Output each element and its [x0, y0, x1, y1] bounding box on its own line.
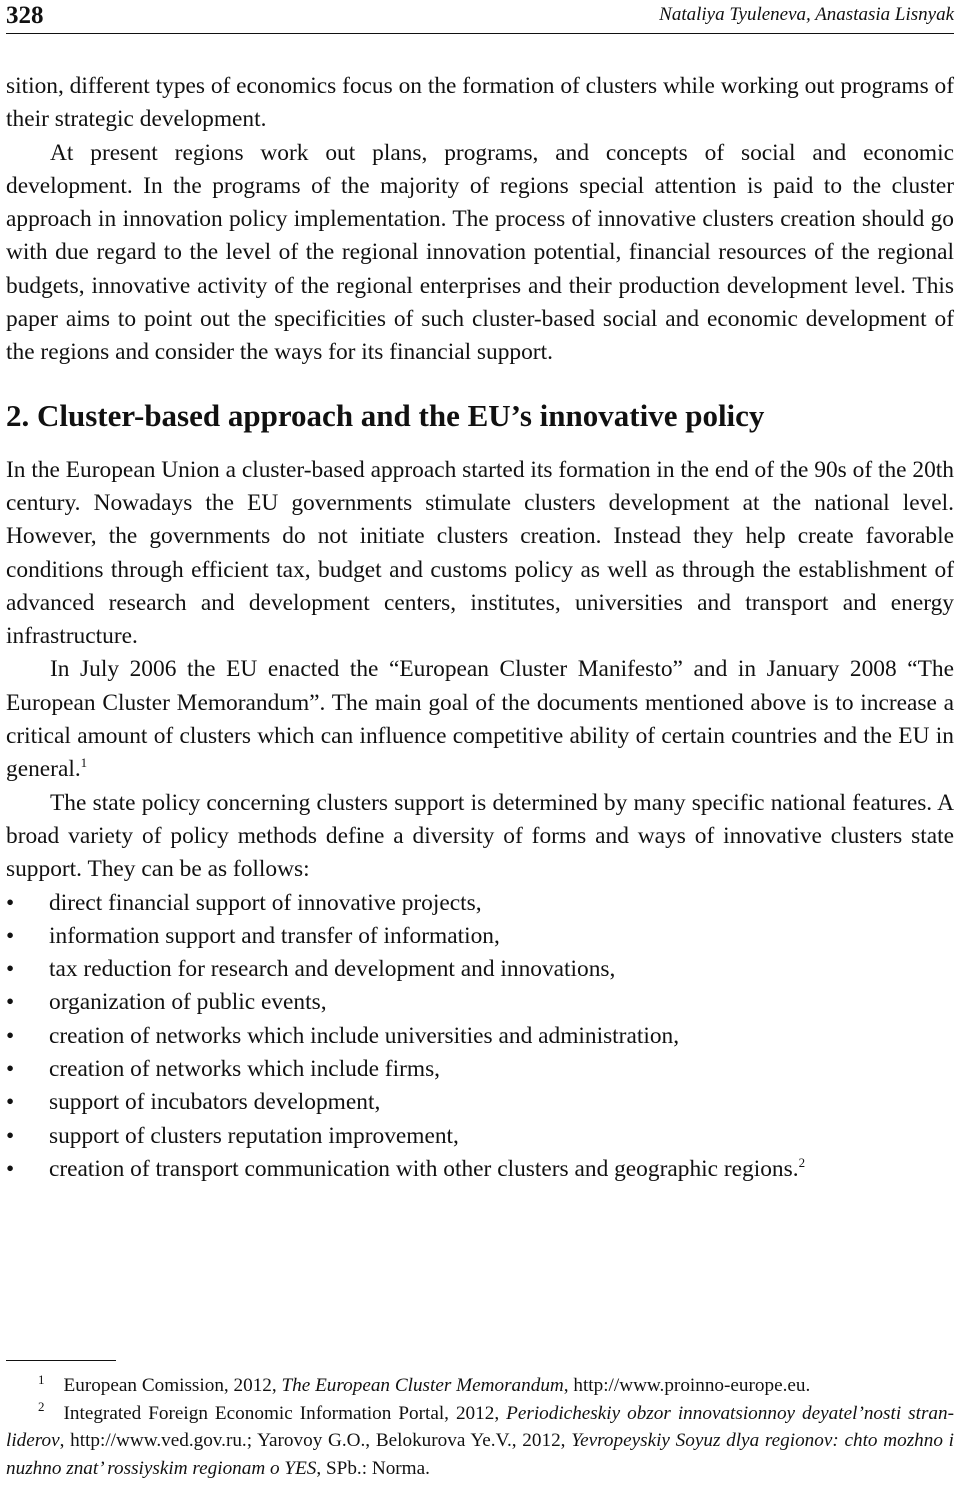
paragraph-continuation: sition, different types of economics focus on the formation of clusters while working out programs of their strategic development.	[6, 73, 954, 133]
bullet-icon: •	[6, 889, 15, 916]
footnote-text: Integrated Foreign Economic Information Portal, 2012,	[63, 1402, 507, 1424]
page-number: 328	[6, 2, 44, 29]
list-item-text: information support and transfer of information,	[49, 922, 500, 949]
list-item-text: creation of transport communication with other clusters and geographic regions.	[49, 1155, 799, 1182]
bullet-icon: •	[6, 922, 15, 949]
footnote-text: , http://www.ved.gov.ru.; Yarovoy G.O., Belokurova Ye.V., 2012,	[59, 1430, 572, 1451]
bullet-icon: •	[6, 1089, 15, 1116]
bullet-icon: •	[6, 1022, 15, 1049]
main-text	[6, 70, 954, 1186]
list-item	[6, 1120, 954, 1153]
bullet-icon: •	[6, 1122, 15, 1149]
list-item-text: direct financial support of innovative projects,	[49, 889, 482, 916]
footnote-number: 1	[38, 1371, 45, 1387]
bullet-icon: •	[6, 989, 15, 1016]
list-item	[6, 920, 954, 953]
footnote-title: Yevropeyskiy Soyuz dlya regionov: chto mozhno i nuzhno znat’ rossiyskim regionam o YES	[6, 1430, 954, 1479]
footnote-ref-2: 2	[798, 1155, 806, 1171]
paragraph-manifesto-text: In July 2006 the EU enacted the “European Cluster Manifesto” and in January 2008 “The European Cluster Memorandum”. The main goal of the documents mentioned above is to increase a critical amount of clusters which can influence competitive ability of certain countries and the EU in general.	[6, 656, 954, 783]
footnote-text: European Comission, 2012,	[63, 1375, 282, 1396]
section-heading: 2. Cluster-based approach and the EU’s innovative policy	[6, 397, 765, 433]
bullet-icon: •	[6, 956, 15, 983]
list-item	[6, 887, 954, 920]
list-item-text: tax reduction for research and development and innovations,	[49, 956, 616, 983]
paragraph-manifesto	[6, 653, 954, 786]
footnote-title: The European Cluster Memorandum	[281, 1375, 564, 1396]
list-item-text: creation of networks which include universities and administration,	[49, 1022, 680, 1049]
footnote-text: , SPb.: Norma.	[316, 1457, 430, 1479]
list-item	[6, 953, 954, 986]
support-methods-list	[6, 887, 954, 1187]
running-header	[6, 0, 954, 34]
paragraph-state-policy: The state policy concerning clusters support is determined by many specific national features. A broad variety of policy methods define a diversity of forms and ways of innovative clusters state support. They can be as follows:	[6, 789, 954, 883]
list-item-text: support of clusters reputation improvement,	[49, 1122, 459, 1149]
running-header-authors: Nataliya Tyuleneva, Anastasia Lisnyak	[659, 4, 954, 25]
paragraph-eu-approach: In the European Union a cluster-based approach started its formation in the end of the 90s of the 20th century. Nowadays the EU governments stimulate clusters development at the national level. However, the governments do not initiate clusters creation. Instead they help create favorable conditions through efficient tax, budget and customs policy as well as through the establishment of advanced research and development centers, institutes, universities and transport and energy infrastructure.	[6, 456, 954, 650]
list-item-text: organization of public events,	[49, 989, 327, 1016]
list-item	[6, 1086, 954, 1119]
list-item-text: creation of networks which include firms,	[49, 1056, 441, 1083]
bullet-icon: •	[6, 1155, 15, 1182]
list-item	[6, 1053, 954, 1086]
footnote-2	[6, 1400, 954, 1483]
footnote-title: Periodicheskiy obzor innovatsionnoy deyatel’nosti stran-liderov	[6, 1402, 954, 1451]
footnote-divider	[6, 1360, 116, 1361]
list-item	[6, 986, 954, 1019]
list-item-text: support of incubators development,	[49, 1089, 381, 1116]
footnotes	[6, 1372, 954, 1482]
footnote-text: , http://www.proinno-europe.eu.	[563, 1375, 811, 1396]
footnote-number: 2	[38, 1399, 45, 1415]
bullet-icon: •	[6, 1056, 15, 1083]
list-item	[6, 1020, 954, 1053]
footnote-1	[6, 1372, 954, 1400]
footnote-ref-1: 1	[80, 755, 88, 771]
paragraph-regions: At present regions work out plans, programs, and concepts of social and economic development. In the programs of the majority of regions special attention is paid to the cluster approach in innovation policy implementation. The process of innovative clusters creation should go with due regard to the level of the regional innovation potential, financial resources of the regional budgets, innovative activity of the regional enterprises and their production development level. This paper aims to point out the specificities of such cluster-based social and economic development of the regions and consider the ways for its financial support.	[6, 139, 954, 366]
list-item	[6, 1153, 954, 1186]
